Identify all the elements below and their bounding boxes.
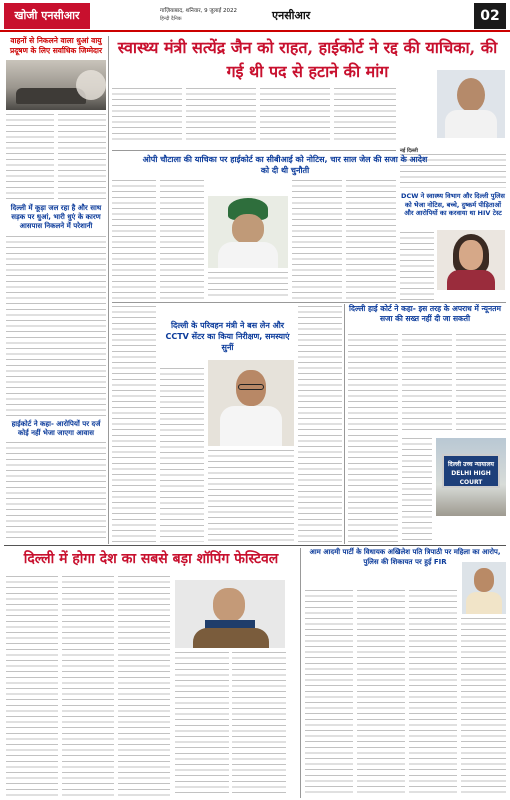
person-head xyxy=(459,240,483,270)
column-rule xyxy=(344,304,345,544)
headline-dcw: DCW ने स्वास्थ्य विभाग और दिल्ली पुलिस को भेजा नोटिस, बच्चे, दुष्कर्म पीड़िताओं और आरोपियों का करवाया था HIV टेस्ट xyxy=(401,192,505,217)
person-body xyxy=(218,242,278,268)
article-text xyxy=(305,590,353,796)
glasses-shape xyxy=(238,384,264,390)
person-body xyxy=(220,406,282,446)
mla-photo xyxy=(462,562,506,614)
article-text xyxy=(6,114,54,202)
article-text xyxy=(112,88,182,144)
article-text xyxy=(400,232,434,300)
article-text xyxy=(112,180,156,300)
headline-smog: वाहनों से निकलने वाला धुआं वायु प्रदूषण के लिए सर्वाधिक जिम्मेदार xyxy=(9,36,103,55)
kejriwal-photo xyxy=(175,580,285,648)
person-head xyxy=(213,588,245,622)
smoke-shape xyxy=(76,70,106,100)
person-head xyxy=(474,568,494,592)
paper-line: हिन्दी दैनिक xyxy=(160,16,182,22)
car-shape xyxy=(16,88,86,104)
smog-photo xyxy=(6,60,106,110)
person-body xyxy=(447,270,495,290)
article-text xyxy=(292,180,342,300)
headline-shopping: दिल्ली में होगा देश का सबसे बड़ा शॉपिंग फेस्टिवल xyxy=(23,551,279,567)
article-text xyxy=(160,368,204,542)
article-text xyxy=(461,618,506,796)
article-text xyxy=(346,180,396,300)
person-head xyxy=(232,214,264,244)
headline-transport: दिल्ली के परिवहन मंत्री ने बस लेन और CCTV सेंटर का किया निरीक्षण, समस्याएं सुनीं xyxy=(165,321,290,352)
person-head xyxy=(457,78,485,112)
paper-logo: खोजी एनसीआर xyxy=(4,3,90,29)
article-text xyxy=(62,576,114,796)
article-text xyxy=(58,114,106,202)
article-text xyxy=(6,236,106,416)
article-text xyxy=(118,576,170,796)
jain-photo xyxy=(437,70,505,138)
article-text xyxy=(409,590,457,796)
person-body xyxy=(193,628,269,648)
section-title: एनसीआर xyxy=(272,9,311,22)
person-body xyxy=(445,110,497,138)
transport-minister-photo xyxy=(208,360,294,446)
headline-delhi-waste: दिल्ली में कूड़ा जल रहा है और साथ सड़क पर धुआं, भारी धुएं के कारण आसपास निकलने में परेशानी xyxy=(10,204,102,230)
headline-chautala: ओपी चौटाला की याचिका पर हाईकोर्ट का सीबीआई को नोटिस, चार साल जेल की सजा के आदेश को दी थी चुनौती xyxy=(142,155,428,175)
headline-jain: स्वास्थ्य मंत्री सत्येंद्र जैन को राहत, हाईकोर्ट ने रद्द की याचिका, की गई थी पद से हटाने की मांग xyxy=(117,38,498,81)
column-rule xyxy=(300,548,301,798)
article-text xyxy=(186,88,256,144)
article-text xyxy=(298,306,342,542)
section-rule xyxy=(4,545,506,546)
headline-hc-notice: हाईकोर्ट ने कहा- आरोपियों पर दर्ज कोई नहीं भेजा जाएगा आवास xyxy=(11,420,101,437)
article-text xyxy=(402,438,432,542)
article-text xyxy=(402,334,452,434)
dateline-kicker: नई दिल्ली xyxy=(400,148,418,154)
article-text xyxy=(456,334,506,434)
chautala-photo xyxy=(208,196,288,268)
article-text xyxy=(175,652,229,796)
article-text xyxy=(348,334,398,542)
article-text xyxy=(232,652,286,796)
dateline: गाज़ियाबाद, शनिवार, 9 जुलाई 2022 xyxy=(160,8,237,14)
article-text xyxy=(208,450,294,542)
article-text xyxy=(160,180,204,300)
section-rule xyxy=(112,302,506,303)
article-text xyxy=(6,576,58,796)
article-text xyxy=(112,306,156,542)
article-text xyxy=(260,88,330,144)
column-rule xyxy=(108,36,109,544)
page-number: 02 xyxy=(474,3,506,29)
article-text xyxy=(334,88,396,144)
dcw-chief-photo xyxy=(437,230,505,290)
delhi-high-court-photo xyxy=(436,438,506,516)
article-text xyxy=(357,590,405,796)
headline-hc-crime: दिल्ली हाई कोर्ट ने कहा- इस तरह के अपराध में न्यूनतम सजा की सख्त नहीं दी जा सकती xyxy=(349,304,501,323)
article-text xyxy=(6,442,106,542)
person-body xyxy=(466,592,502,614)
headline-mla: आम आदमी पार्टी के विधायक अखिलेश पति त्रिपाठी पर महिला का आरोप, पुलिस की शिकायत पर हुई FIR xyxy=(309,548,501,566)
section-rule xyxy=(112,150,396,151)
masthead xyxy=(0,0,510,32)
court-signboard: दिल्ली उच्च न्यायालय DELHI HIGH COURT xyxy=(442,454,500,488)
article-text xyxy=(208,272,288,300)
